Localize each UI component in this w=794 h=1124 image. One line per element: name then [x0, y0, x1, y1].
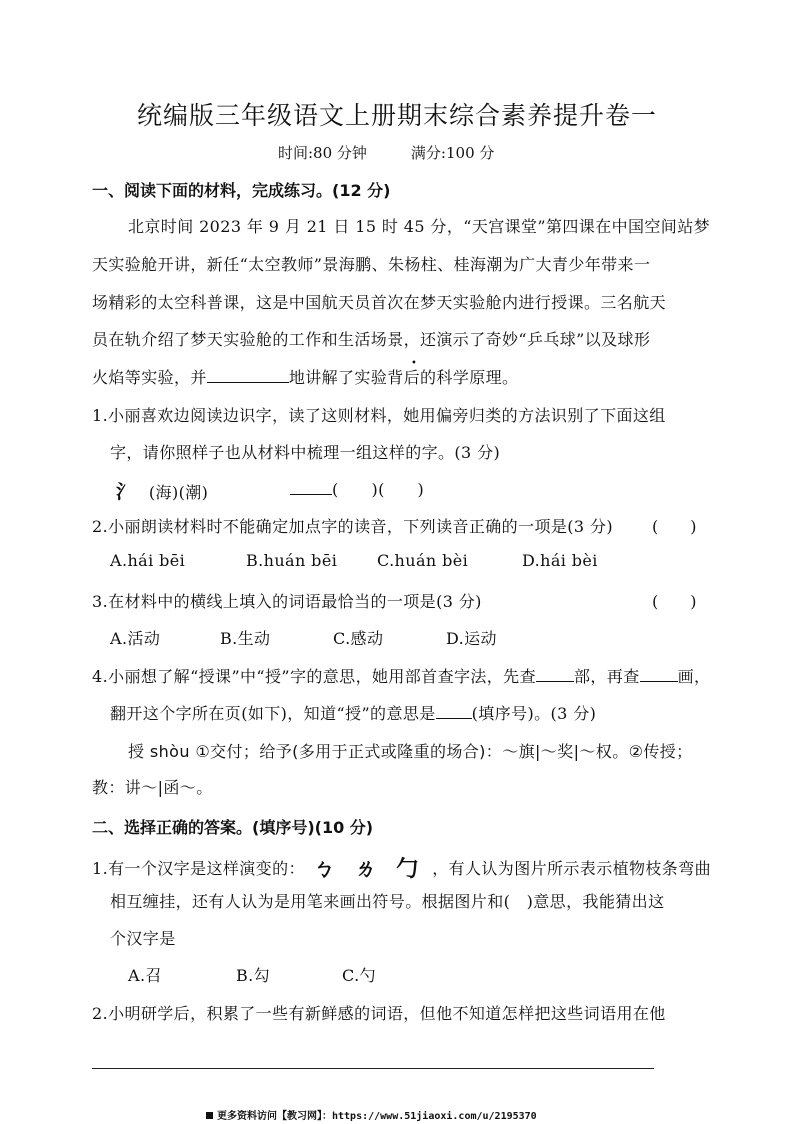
- dictionary-entry-line2: 教：讲～|函～。: [92, 778, 213, 797]
- section1-heading: 一、阅读下面的材料，完成练习。(12 分): [92, 181, 391, 200]
- q4-text-a: 4.小丽想了解“授课”中“授”字的意思，她用部首查字法，先查: [92, 667, 536, 686]
- page-title: 统编版三年级语文上册期末综合素养提升卷一: [136, 101, 657, 130]
- q1-line2: 字，请你照样子也从材料中梳理一组这样的字。(3 分): [110, 443, 501, 462]
- passage-line-5: [92, 365, 518, 388]
- radical: 氵: [116, 481, 136, 503]
- footer-divider: [92, 1068, 654, 1069]
- section2-heading: 二、选择正确的答案。(填序号)(10 分): [92, 818, 374, 837]
- q1-line1: 1.小丽喜欢边阅读边识字，读了这则材料，她用偏旁归类的方法识别了下面这组: [92, 406, 666, 425]
- q4-line1: [92, 664, 710, 687]
- emphasis-dot: •: [411, 358, 417, 369]
- s2-q1-option-b[interactable]: B.勾: [236, 966, 271, 985]
- footer[interactable]: [206, 1107, 537, 1122]
- s2-q1-line3: 个汉字是: [110, 929, 176, 948]
- q3-option-b[interactable]: B.生动: [220, 629, 271, 648]
- passage-line-1: 北京时间 2023 年 9 月 21 日 15 时 45 分，“天宫课堂”第四课在中国空间站梦: [128, 217, 710, 236]
- s2-q1-text-b: ，有人认为图片所示表示植物枝条弯曲: [432, 859, 712, 878]
- q4-text-e: (填序号)。(3 分): [471, 704, 597, 723]
- evolution-glyphs-icon: ㄅ ㄌ 勹: [312, 857, 425, 882]
- q4-stroke-blank[interactable]: [640, 667, 678, 682]
- q1-answer: [290, 477, 424, 500]
- q2-stem: 2.小丽朗读材料时不能确定加点字的读音，下列读音正确的一项是(3 分): [92, 517, 614, 536]
- s2-q1-line2: 相互缠挂，还有人认为是用笔来画出符号。根据图片和( )意思，我能猜出这: [110, 892, 665, 911]
- q2-answer-paren[interactable]: ( ): [652, 517, 697, 536]
- q4-text-d: 翻开这个字所在页(如下)，知道“授”的意思是: [110, 704, 436, 723]
- q1-answer-parens[interactable]: ( )( ): [332, 480, 425, 499]
- passage-text-a: 火焰等实验，并: [92, 368, 207, 387]
- q3-option-c[interactable]: C.感动: [333, 629, 384, 648]
- q2-option-c[interactable]: C.huán bèi: [377, 551, 469, 570]
- q1-example: [116, 477, 208, 504]
- q4-line2: [110, 701, 596, 724]
- footer-link[interactable]: 更多资料访问【教习网】：https://www.51jiaoxi.com/u/2195370: [217, 1111, 537, 1122]
- q2-option-a[interactable]: A.hái bēi: [110, 551, 186, 570]
- q4-radical-blank[interactable]: [536, 667, 574, 682]
- s2-q1-option-c[interactable]: C.勺: [342, 966, 376, 985]
- example-chars: (海)(潮): [148, 483, 209, 502]
- passage-line-3: 场精彩的太空科普课，这是中国航天员首次在梦天实验舱内进行授课。三名航天: [92, 293, 667, 312]
- q3-answer-paren[interactable]: ( ): [652, 592, 697, 611]
- passage-line-2: 天实验舱开讲，新任“太空教师”景海鹏、朱杨柱、桂海潮为广大青少年带来一: [92, 255, 651, 274]
- exam-score: 满分:100 分: [410, 144, 495, 162]
- s2-q1-option-a[interactable]: A.召: [128, 966, 162, 985]
- q1-radical-blank[interactable]: [290, 480, 332, 495]
- exam-meta: [278, 142, 494, 163]
- passage-blank[interactable]: [207, 368, 289, 383]
- q2-option-d[interactable]: D.hái bèi: [522, 551, 598, 570]
- passage-text-b: 地讲解了实验背后的科学原理。: [288, 368, 519, 387]
- exam-time: 时间:80 分钟: [278, 144, 367, 162]
- q3-stem: 3.在材料中的横线上填入的词语最恰当的一项是(3 分): [92, 592, 482, 611]
- dictionary-entry-line1: 授 shòu ①交付；给予(多用于正式或隆重的场合)：～旗|～奖|～权。②传授；: [128, 742, 693, 761]
- q3-option-d[interactable]: D.运动: [446, 629, 497, 648]
- q2-option-b[interactable]: B.huán bēi: [246, 551, 338, 570]
- s2-q2-line1: 2.小明研学后，积累了一些有新鲜感的词语，但他不知道怎样把这些词语用在他: [92, 1004, 666, 1023]
- q4-meaning-blank[interactable]: [436, 704, 472, 719]
- s2-q1-text-a: 1.有一个汉字是这样演变的：: [92, 859, 305, 878]
- s2-q1-line1: [92, 852, 711, 883]
- q3-option-a[interactable]: A.活动: [110, 629, 161, 648]
- q4-text-b: 部，再查: [574, 667, 640, 686]
- flag-icon: [206, 1112, 213, 1119]
- q4-text-c: 画，: [677, 667, 711, 686]
- passage-line-4: 员在轨介绍了梦天实验舱的工作和生活场景，还演示了奇妙“乒乓球”以及球形: [92, 330, 651, 349]
